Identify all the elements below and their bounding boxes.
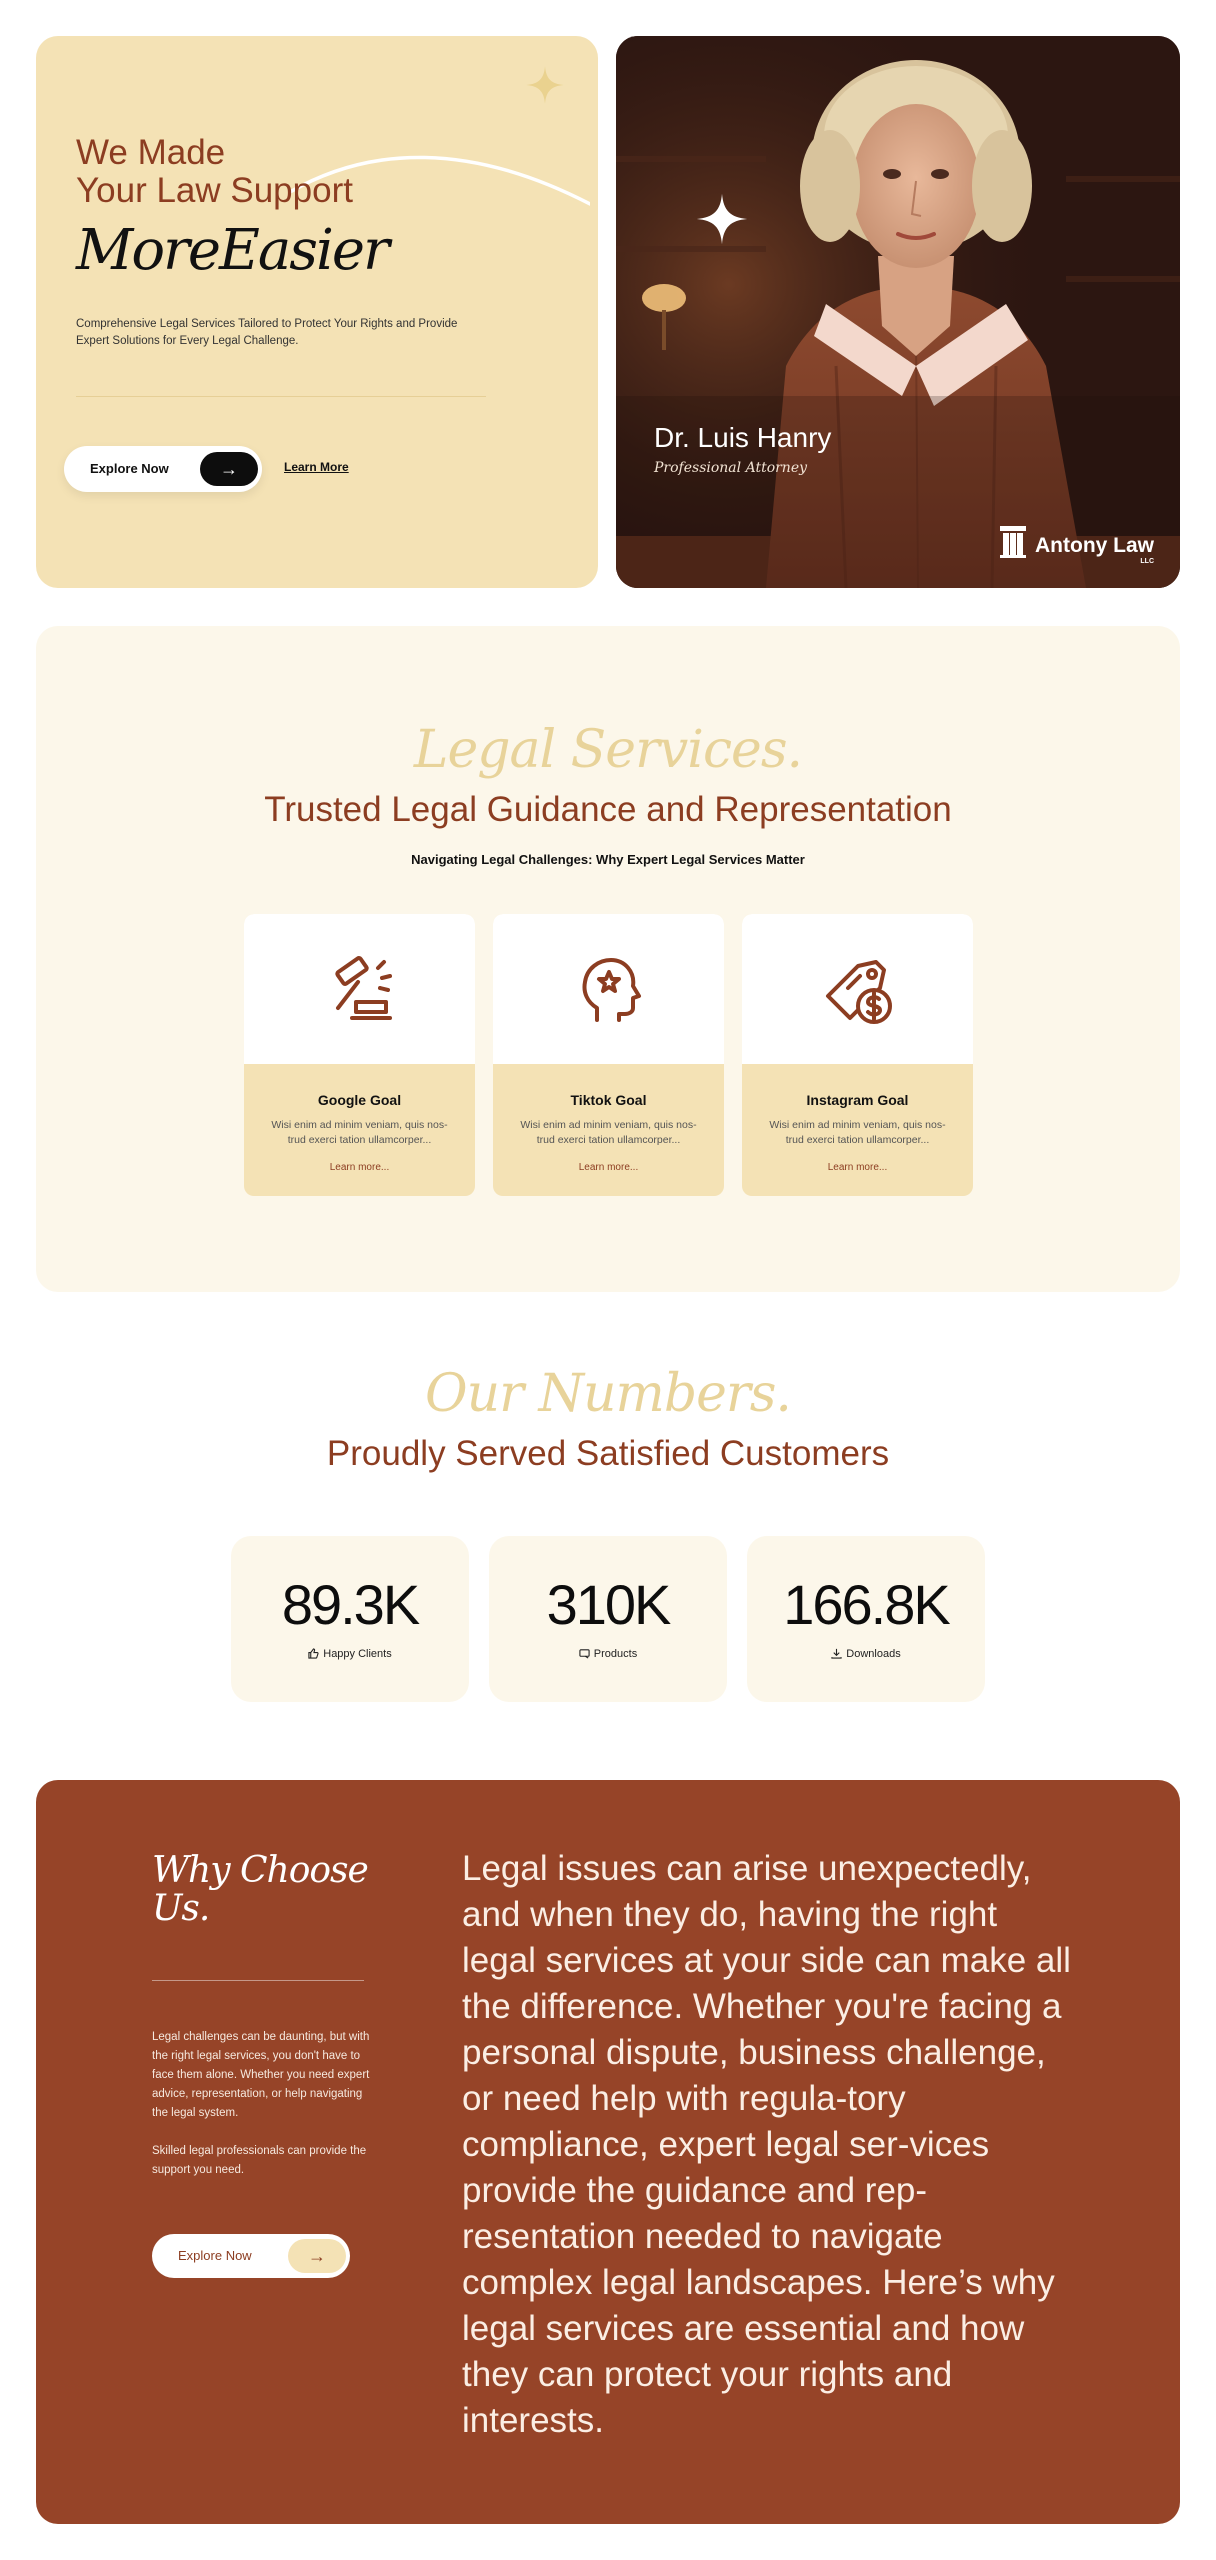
attorney-photo-panel <box>616 36 1180 588</box>
service-title: Instagram Goal <box>806 1092 909 1108</box>
service-learn-more-link[interactable]: Learn more... <box>827 1162 888 1173</box>
arrow-right-icon: → <box>200 452 258 486</box>
service-title: Tiktok Goal <box>570 1092 647 1108</box>
head-star-icon <box>569 950 649 1030</box>
sparkle-icon <box>694 191 750 247</box>
stat-card <box>489 1536 727 1702</box>
attorney-photo <box>616 36 1180 588</box>
hero-title: We Made Your Law Support <box>76 133 353 210</box>
stat-value: 89.3K <box>281 1573 419 1636</box>
numbers-title: Proudly Served Satisfied Customers <box>326 1434 890 1473</box>
thumbs-up-icon <box>308 1648 319 1659</box>
numbers-script-heading: Our Numbers. <box>425 1364 791 1424</box>
services-subtitle: Navigating Legal Challenges: Why Expert Legal Services Matter <box>411 852 805 867</box>
service-description: Wisi enim ad minim veniam, quis nos-trud exerci tation ullamcorper... <box>271 1119 448 1146</box>
brand-name: Antony Law <box>1035 534 1154 557</box>
explore-now-button[interactable] <box>64 446 262 492</box>
service-title: Google Goal <box>317 1092 402 1108</box>
stat-value: 166.8K <box>783 1573 949 1636</box>
learn-more-link[interactable]: Learn More <box>284 460 349 474</box>
service-description: Wisi enim ad minim veniam, quis nos-trud exerci tation ullamcorper... <box>769 1119 946 1146</box>
product-icon <box>579 1648 590 1659</box>
brand-suffix: LLC <box>1140 558 1154 565</box>
hero-title-script: MoreEasier <box>76 218 388 283</box>
why-body-text: Legal issues can arise unexpectedly, and when they do, having the right legal services at your side can make all the difference. Whether you're facing a personal dispute, business challenge, or need help with regula-tory compliance, expert legal ser-vices provide the guidance and rep-resentation needed to navigate complex legal landscapes. Here’s why legal services are essential and how they can protect your rights and interests. <box>462 1849 1071 2440</box>
service-learn-more-link[interactable]: Learn more... <box>329 1162 390 1173</box>
service-card[interactable] <box>742 914 973 1196</box>
why-paragraph: Skilled legal professionals can provide the support you need. <box>152 2145 367 2176</box>
brand-logo <box>999 524 1154 565</box>
service-learn-more-link[interactable]: Learn more... <box>578 1162 639 1173</box>
stat-label: Downloads <box>846 1648 901 1660</box>
attorney-role: Professional Attorney <box>654 460 808 476</box>
explore-now-label: Explore Now <box>178 2248 252 2263</box>
why-explore-now-button[interactable] <box>152 2234 350 2278</box>
explore-now-label: Explore Now <box>90 461 169 476</box>
stat-label: Products <box>593 1648 638 1660</box>
why-divider <box>152 1980 364 1981</box>
stat-label-row <box>231 1648 469 1660</box>
services-title: Trusted Legal Guidance and Representation <box>264 790 952 829</box>
service-description: Wisi enim ad minim veniam, quis nos-trud exerci tation ullamcorper... <box>520 1119 697 1146</box>
stat-label-row <box>489 1648 727 1660</box>
stat-card <box>747 1536 985 1702</box>
gavel-icon <box>320 950 400 1030</box>
hero-divider <box>76 396 486 397</box>
stat-card <box>231 1536 469 1702</box>
attorney-name: Dr. Luis Hanry <box>654 422 832 453</box>
stat-value: 310K <box>546 1573 670 1636</box>
download-icon <box>831 1648 842 1659</box>
price-tag-dollar-icon <box>818 950 898 1030</box>
pillar-logo-icon <box>999 524 1027 558</box>
hero-description: Comprehensive Legal Services Tailored to Protect Your Rights and Provide Expert Solutions for Every Legal Challenge. <box>76 318 458 347</box>
stat-label-row <box>747 1648 985 1660</box>
why-paragraph: Legal challenges can be daunting, but with the right legal services, you don't have to face them alone. Whether you need expert advice, representation, or help navigating the legal system. <box>152 2031 370 2119</box>
services-script-heading: Legal Services. <box>413 720 803 780</box>
service-card[interactable] <box>493 914 724 1196</box>
why-title: Why Choose Us. <box>152 1850 368 1929</box>
arrow-right-icon: → <box>288 2239 346 2273</box>
service-card[interactable] <box>244 914 475 1196</box>
stat-label: Happy Clients <box>323 1648 392 1660</box>
